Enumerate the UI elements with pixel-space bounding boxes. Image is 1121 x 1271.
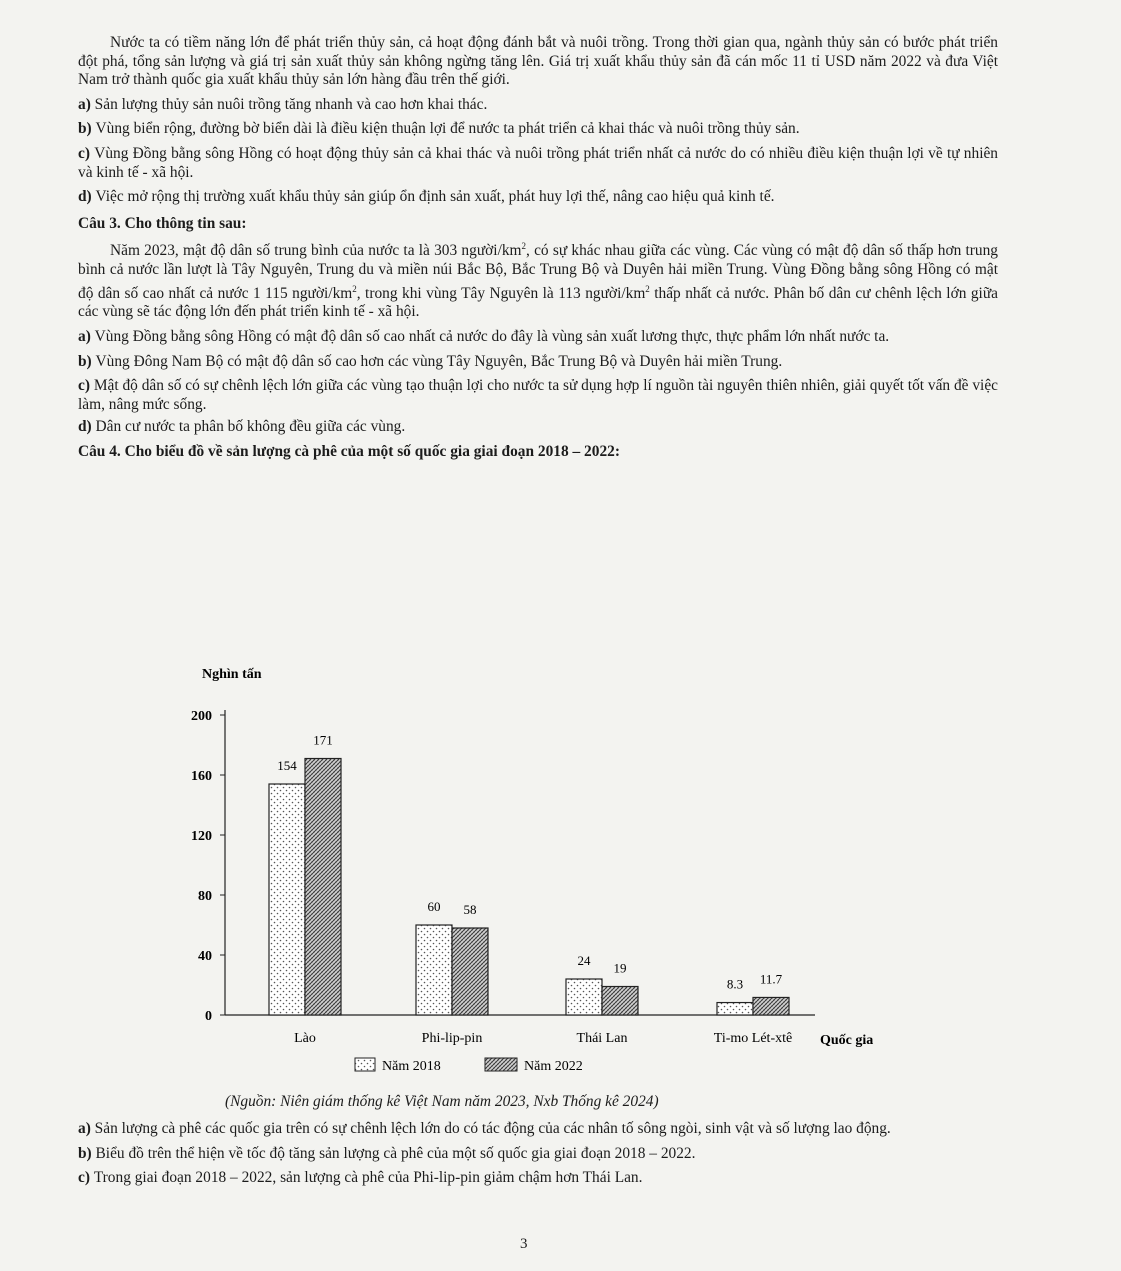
intro-option-d: d) Việc mở rộng thị trường xuất khẩu thủy sản giúp ổn định sản xuất, phát huy lợi thế, nâng cao hiệu quả kinh tế.	[78, 188, 775, 206]
x-tick-label: Phi-lip-pin	[421, 1031, 483, 1046]
q3-option-c: c) Mật độ dân số có sự chênh lệch lớn giữa các vùng tạo thuận lợi cho nước ta sử dụng hợp lí nguồn tài nguyên thiên nhiên, giải quyết tốt vấn đề việc làm, nâng mức sống.	[78, 377, 998, 413]
x-tick-label: Lào	[294, 1031, 316, 1046]
x-axis-label: Quốc gia	[820, 1033, 874, 1048]
y-tick-label: 200	[191, 709, 212, 724]
y-tick-label: 0	[205, 1009, 212, 1024]
bar-2018	[269, 784, 305, 1015]
legend	[355, 1058, 583, 1074]
legend-swatch-2018	[355, 1058, 375, 1071]
bar-2018	[416, 925, 452, 1015]
y-axis-label: Nghìn tấn	[202, 667, 262, 682]
y-tick-label: 40	[198, 949, 212, 964]
legend-swatch-2022	[485, 1058, 517, 1071]
bar-value-label: 154	[277, 758, 297, 773]
q4-title: Câu 4. Cho biểu đồ về sản lượng cà phê của một số quốc gia giai đoạn 2018 – 2022:	[78, 442, 620, 460]
q4-option-b: b) Biểu đồ trên thể hiện về tốc độ tăng sản lượng cà phê của một số quốc gia giai đoạn 2018 – 2022.	[78, 1144, 696, 1162]
legend-label-2022: Năm 2022	[524, 1059, 583, 1074]
y-tick-label: 120	[191, 829, 212, 844]
bar-2018	[566, 979, 602, 1015]
bar-value-label: 58	[463, 902, 477, 917]
y-tick-label: 80	[198, 889, 212, 904]
q3-paragraph: Năm 2023, mật độ dân số trung bình của nước ta là 303 người/$km^2$, có sự khác nhau giữa các vùng. Các vùng có mật độ dân số thấp hơn trung bình cả nước lần lượt là Tây Nguyên, Trung du và miền núi Bắc Bộ, Bắc Trung Bộ và Duyên hải miền Trung. Vùng Đồng bằng sông Hồng có mật độ dân số cao nhất cả nước 1 115 người/$km^2$, trong khi vùng Tây Nguyên là 113 người/$km^2$ thấp nhất cả nước. Phân bố dân cư chênh lệch lớn giữa các vùng sẽ tác động lớn đến phát triển kinh tế - xã hội.	[78, 241, 999, 321]
q3-title: Câu 3. Cho thông tin sau:	[78, 214, 247, 232]
intro-option-c: c) Vùng Đồng bằng sông Hồng có hoạt động thủy sản cả khai thác và nuôi trồng phát triển nhất cả nước do có nhiều điều kiện thuận lợi về tự nhiên và kinh tế - xã hội.	[78, 144, 998, 181]
legend-label-2018: Năm 2018	[382, 1059, 441, 1074]
q4-options	[78, 1120, 998, 1188]
q4-option-a: a) Sản lượng cà phê các quốc gia trên có sự chênh lệch lớn do có tác động của các nhân tố sông ngòi, sinh vật và số lượng lao động.	[78, 1120, 891, 1137]
bar-2018	[717, 1003, 753, 1015]
intro-block	[78, 34, 998, 462]
bar-value-label: 60	[427, 899, 441, 914]
bar-2022	[305, 759, 341, 1016]
q3-option-b: b) Vùng Đông Nam Bộ có mật độ dân số cao hơn các vùng Tây Nguyên, Bắc Trung Bộ và Duyên hải miền Trung.	[78, 352, 783, 370]
x-tick-label: Ti-mo Lét-xtê	[713, 1031, 793, 1046]
intro-paragraph: Nước ta có tiềm năng lớn để phát triển thủy sản, cả hoạt động đánh bắt và nuôi trồng. Trong thời gian qua, ngành thủy sản có bước phát triển đột phá, tổng sản lượng và giá trị sản xuất thủy sản không ngừng tăng lên. Giá trị xuất khẩu thủy sản đã cán mốc 11 tỉ USD năm 2022 và đưa Việt Nam trở thành quốc gia xuất khẩu thủy sản lớn hàng đầu trên thế giới.	[78, 34, 998, 89]
bar-2022	[753, 997, 789, 1015]
bar-value-label: 24	[577, 953, 591, 968]
bar-value-label: 8.3	[726, 976, 744, 992]
page-number: 3	[520, 1236, 528, 1252]
bar-2022	[602, 987, 638, 1016]
y-tick-label: 160	[191, 769, 212, 784]
intro-option-a: a) Sản lượng thủy sản nuôi trồng tăng nhanh và cao hơn khai thác.	[78, 95, 488, 113]
q3-option-d: d) Dân cư nước ta phân bố không đều giữa các vùng.	[78, 418, 406, 436]
q4-option-c: c) Trong giai đoạn 2018 – 2022, sản lượng cà phê của Phi-lip-pin giảm chậm hơn Thái Lan.	[78, 1169, 643, 1187]
chart-source: (Nguồn: Niên giám thống kê Việt Nam năm 2023, Nxb Thống kê 2024)	[225, 1093, 659, 1110]
bar-value-label: 19	[613, 960, 627, 976]
q3-option-a: a) Vùng Đồng bằng sông Hồng có mật độ dân số cao nhất cả nước do đây là vùng sản xuất lương thực, thực phẩm lớn nhất nước ta.	[78, 327, 890, 345]
coffee-chart	[150, 660, 910, 1090]
x-tick-label: Thái Lan	[576, 1031, 628, 1046]
bar-value-label: 11.7	[759, 971, 783, 987]
intro-option-b: b) Vùng biển rộng, đường bờ biển dài là điều kiện thuận lợi để nước ta phát triển cả khai thác và nuôi trồng thủy sản.	[78, 120, 800, 138]
bar-value-label: 171	[313, 732, 333, 748]
bar-2022	[452, 928, 488, 1015]
